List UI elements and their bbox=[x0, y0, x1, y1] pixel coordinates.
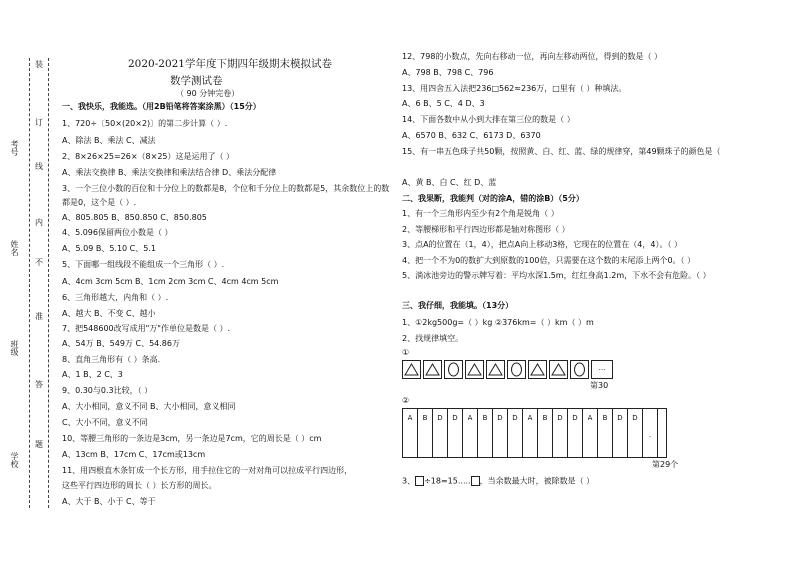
shape-sequence bbox=[402, 360, 617, 379]
question-line: 9、0.30与0.3比较，（ ） bbox=[62, 386, 153, 395]
sequence-cell: A bbox=[582, 408, 598, 458]
sequence-cell: D bbox=[627, 408, 643, 458]
option-line: A、乘法交换律 B、乘法交换律和乘法结合律 D、乘法分配律 bbox=[62, 168, 277, 177]
triangle-icon bbox=[423, 360, 442, 379]
sequence-cell: A bbox=[462, 408, 478, 458]
label-class: 班级 bbox=[10, 340, 19, 356]
sequence-cell: D bbox=[612, 408, 628, 458]
question-line: 5、淌冰池旁边的警示牌写着：平均水深1.5m，红红身高1.2m，下水不会有危险。（ ） bbox=[402, 271, 711, 280]
question-line: 6、三角形越大，内角和（ ）. bbox=[62, 293, 169, 302]
question-line: 4、把一个不为0的数扩大到原数的100倍，只需要在这个数的末尾添上两个0。（ ） bbox=[402, 256, 696, 265]
option-line: A、13cm B、17cm C、17cm或13cm bbox=[62, 450, 206, 459]
option-line: A、54万 B、549万 C、54.86万 bbox=[62, 339, 180, 348]
question-line: 15、有一串五色珠子共50颗，按照黄、白、红、蓝、绿的规律穿，第49颗珠子的颜色是（ bbox=[402, 147, 721, 156]
option-line: A、4cm 3cm 5cm B、1cm 2cm 3cm C、4cm 4cm 5cm bbox=[62, 277, 279, 286]
question-line: 3、一个三位小数的百位和十分位上的数都是8，个位和千分位上的数都是5，其余数位上的数 bbox=[62, 184, 390, 193]
option-line: A、大小相同，意义不同 B、大小相同，意义相同 bbox=[62, 402, 236, 411]
seal-char: 装 bbox=[35, 60, 43, 69]
dots-box: ... bbox=[591, 360, 613, 379]
dashed-line-right bbox=[48, 58, 49, 508]
section-heading: 三、我仔细，我能填。（13分） bbox=[402, 301, 514, 310]
label-name: 姓名 bbox=[10, 240, 19, 256]
question-line: 3、点A的位置在（1，4），把点A向上移动3格，它现在的位置在（4，4）。（ ） bbox=[402, 240, 683, 249]
exam-title: 2020-2021学年度下期四年级期末模拟试卷 bbox=[128, 58, 332, 70]
option-line: A、黄 B、白 C、红 D、蓝 bbox=[402, 178, 497, 187]
question-tail: ，当余数最大时，被除数是（ ） bbox=[479, 476, 595, 486]
question-line: 10、等腰三角形的一条边是3cm，另一条边是7cm，它的周长是（ ）cm bbox=[62, 434, 322, 443]
dashed-line-left bbox=[29, 58, 30, 508]
question-line: 4、5.096保留两位小数是（ ） bbox=[62, 228, 173, 237]
sequence-cell: B bbox=[597, 408, 613, 458]
sequence-cell: B bbox=[537, 408, 553, 458]
question-line: 5、下面哪一组线段不能组成一个三角形（ ）. bbox=[62, 260, 225, 269]
triangle-icon bbox=[528, 360, 547, 379]
pattern-label: 第30 bbox=[590, 381, 609, 390]
sequence-cell: D bbox=[507, 408, 523, 458]
seal-char: 答 bbox=[35, 380, 43, 389]
option-line: A、大于 B、小于 C、等于 bbox=[62, 497, 156, 506]
sequence-cell: D bbox=[552, 408, 568, 458]
seal-char: 线 bbox=[35, 162, 43, 171]
question-line: 1、720÷〔50×(20×2)〕的第二步计算（ ）. bbox=[62, 119, 228, 128]
blank-box bbox=[471, 476, 480, 486]
sequence-cell: A bbox=[402, 408, 418, 458]
question-line: 都是0，这个是（ ）. bbox=[62, 198, 137, 207]
option-line: A、除法 B、乘法 C、减法 bbox=[62, 136, 156, 145]
seal-char: 题 bbox=[35, 440, 43, 449]
question-line: 12、798的小数点，先向右移动一位，再向左移动两位，得到的数是（ ） bbox=[402, 52, 662, 61]
question-line: 7、把548600改写成用"万"作单位是数是（ ）. bbox=[62, 324, 231, 333]
label-school: 学校 bbox=[10, 452, 19, 468]
section-heading: 一、我快乐，我能选。（用2B铅笔将答案涂黑）（15分） bbox=[62, 102, 261, 111]
question-line: 1、有一个三角形内至少有2个角是锐角（ ） bbox=[402, 209, 559, 218]
seal-char: 订 bbox=[35, 118, 43, 127]
question-line: 2、等腰梯形和平行四边形都是轴对称图形（ ） bbox=[402, 225, 570, 234]
division-expression: ÷18=15..... bbox=[424, 476, 471, 486]
sequence-cell: D bbox=[492, 408, 508, 458]
option-line: A、6570 B、632 C、6173 D、6370 bbox=[402, 131, 541, 140]
seal-char: 内 bbox=[35, 218, 43, 227]
sequence-cell: B bbox=[417, 408, 433, 458]
question-line: 2、8×26×25=26×（8×25）这是运用了（ ） bbox=[62, 152, 235, 161]
exam-subtitle: 数学测试卷 bbox=[170, 75, 223, 87]
option-line: A、5.09 B、5.10 C、5.1 bbox=[62, 244, 156, 253]
triangle-icon bbox=[549, 360, 568, 379]
question-line: 1、①2kg500g=（ ）kg ②376km=（ ）km（ ）m bbox=[402, 318, 594, 327]
ellipse-icon bbox=[507, 360, 526, 379]
option-line: A、越大 B、不变 C、越小 bbox=[62, 309, 156, 318]
sequence-cell: D bbox=[447, 408, 463, 458]
ellipse-icon bbox=[444, 360, 463, 379]
pattern-marker: ① bbox=[402, 348, 410, 357]
pattern-label: 第29个 bbox=[652, 460, 679, 469]
option-line: A、1 B、2 C、3 bbox=[62, 370, 123, 379]
pattern-marker: ② bbox=[402, 396, 410, 405]
sequence-cell-dots: . bbox=[642, 408, 658, 458]
option-line: A、798 B、798 C、796 bbox=[402, 68, 494, 77]
option-line: C、大小不同，意义不同 bbox=[62, 418, 148, 427]
letter-sequence bbox=[402, 408, 667, 458]
question-line: 14、下面各数中从小到大排在第三位的数是（ ） bbox=[402, 115, 575, 124]
seal-char: 不 bbox=[35, 258, 43, 267]
question-line: 11、用四根直木条钉成一个长方形，用手拉住它的一对对角可以拉成平行四边形， bbox=[62, 466, 353, 475]
sequence-cell: B bbox=[477, 408, 493, 458]
sequence-cell: A bbox=[522, 408, 538, 458]
section-heading: 二、我果断，我能判（对的涂A，错的涂B）（5分） bbox=[402, 194, 584, 203]
time-note: （ 90 分钟完卷） bbox=[176, 89, 240, 98]
triangle-icon bbox=[486, 360, 505, 379]
triangle-icon bbox=[402, 360, 421, 379]
question-line: 8、直角三角形有（ ）条高. bbox=[62, 355, 161, 364]
ellipse-icon bbox=[570, 360, 589, 379]
sequence-cell bbox=[657, 408, 667, 458]
label-exam-number: 考号 bbox=[10, 140, 19, 156]
option-line: A、805.805 B、850.850 C、850.805 bbox=[62, 213, 207, 222]
question-number: 3、 bbox=[402, 476, 416, 486]
question-line: 13、用四舍五入法把236□562≈236万，□里有（ ）种填法。 bbox=[402, 84, 627, 93]
triangle-icon bbox=[465, 360, 484, 379]
division-question bbox=[402, 476, 594, 487]
question-line: 这些平行四边形的周长（ ）长方形的周长。 bbox=[62, 481, 217, 490]
sequence-cell: D bbox=[432, 408, 448, 458]
blank-box bbox=[415, 476, 424, 486]
seal-char: 准 bbox=[35, 312, 43, 321]
question-line: 2、找规律填空。 bbox=[402, 334, 464, 343]
option-line: A、6 B、5 C、4 D、3 bbox=[402, 99, 485, 108]
sequence-cell: D bbox=[567, 408, 583, 458]
